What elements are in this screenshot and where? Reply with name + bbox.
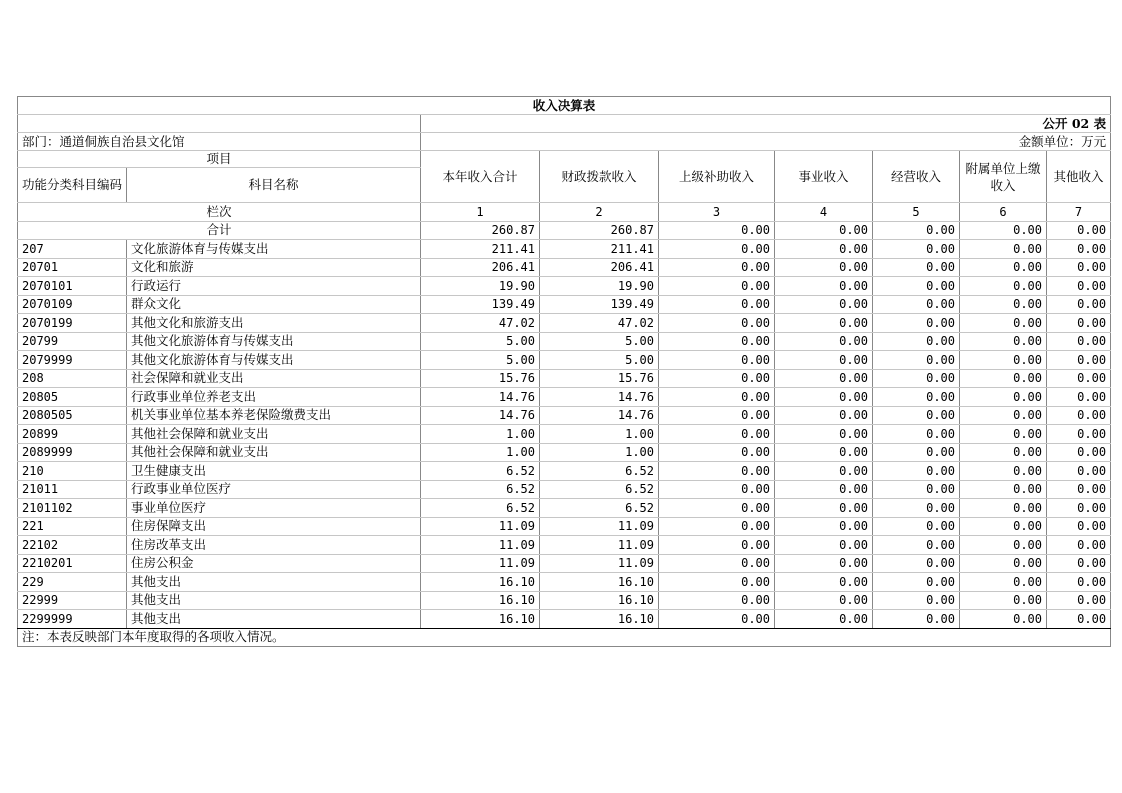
row-value: 0.00 [1047, 369, 1111, 388]
row-code: 20701 [18, 258, 127, 277]
row-code: 22102 [18, 536, 127, 555]
row-value: 206.41 [421, 258, 540, 277]
table-row [18, 554, 1111, 573]
table-row [18, 295, 1111, 314]
row-value: 0.00 [1047, 406, 1111, 425]
total-value: 0.00 [873, 221, 960, 240]
row-value: 0.00 [873, 554, 960, 573]
row-value: 0.00 [775, 258, 873, 277]
table-title: 收入决算表 [18, 97, 1111, 115]
row-name: 机关事业单位基本养老保险缴费支出 [127, 406, 421, 425]
table-note: 注：本表反映部门本年度取得的各项收入情况。 [18, 628, 1111, 646]
income-statement-sheet [17, 96, 1106, 647]
header-item: 项目 [18, 151, 421, 168]
row-value: 0.00 [1047, 425, 1111, 444]
total-value: 0.00 [1047, 221, 1111, 240]
column-index: 4 [775, 203, 873, 222]
row-value: 0.00 [1047, 499, 1111, 518]
row-value: 0.00 [775, 314, 873, 333]
row-value: 0.00 [873, 295, 960, 314]
row-value: 0.00 [873, 314, 960, 333]
table-row [18, 369, 1111, 388]
row-code: 2070199 [18, 314, 127, 333]
row-code: 207 [18, 240, 127, 259]
row-code: 20805 [18, 388, 127, 407]
row-value: 0.00 [775, 295, 873, 314]
header-col3: 上级补助收入 [659, 151, 775, 203]
table-row [18, 240, 1111, 259]
row-value: 11.09 [540, 536, 659, 555]
row-value: 14.76 [540, 388, 659, 407]
row-value: 0.00 [960, 425, 1047, 444]
row-value: 0.00 [960, 443, 1047, 462]
row-value: 5.00 [421, 351, 540, 370]
row-value: 11.09 [540, 517, 659, 536]
row-value: 0.00 [775, 388, 873, 407]
row-value: 0.00 [873, 332, 960, 351]
form-number: 公开 02 表 [421, 115, 1111, 133]
row-value: 1.00 [540, 443, 659, 462]
column-index: 2 [540, 203, 659, 222]
row-code: 229 [18, 573, 127, 592]
row-value: 139.49 [540, 295, 659, 314]
row-value: 0.00 [659, 388, 775, 407]
row-value: 0.00 [775, 480, 873, 499]
row-value: 0.00 [775, 443, 873, 462]
column-index: 1 [421, 203, 540, 222]
row-value: 0.00 [1047, 258, 1111, 277]
row-value: 0.00 [775, 573, 873, 592]
row-value: 0.00 [659, 314, 775, 333]
row-value: 0.00 [1047, 536, 1111, 555]
row-value: 47.02 [540, 314, 659, 333]
row-value: 0.00 [659, 258, 775, 277]
row-value: 0.00 [960, 406, 1047, 425]
column-index-label: 栏次 [18, 203, 421, 222]
row-value: 6.52 [540, 499, 659, 518]
row-value: 0.00 [960, 517, 1047, 536]
table-row [18, 351, 1111, 370]
row-value: 0.00 [1047, 610, 1111, 629]
department-label: 部门：通道侗族自治县文化馆 [18, 133, 421, 151]
row-value: 211.41 [421, 240, 540, 259]
row-code: 20799 [18, 332, 127, 351]
header-col2: 财政拨款收入 [540, 151, 659, 203]
row-value: 0.00 [960, 591, 1047, 610]
row-value: 16.10 [421, 573, 540, 592]
row-value: 0.00 [1047, 240, 1111, 259]
column-index: 5 [873, 203, 960, 222]
row-value: 16.10 [540, 573, 659, 592]
row-value: 0.00 [659, 351, 775, 370]
row-value: 6.52 [540, 480, 659, 499]
row-name: 行政事业单位养老支出 [127, 388, 421, 407]
row-value: 0.00 [775, 554, 873, 573]
row-value: 0.00 [873, 591, 960, 610]
row-value: 0.00 [960, 499, 1047, 518]
row-value: 47.02 [421, 314, 540, 333]
row-name: 其他支出 [127, 573, 421, 592]
row-value: 16.10 [421, 591, 540, 610]
table-row [18, 314, 1111, 333]
row-value: 0.00 [1047, 554, 1111, 573]
row-value: 0.00 [960, 369, 1047, 388]
header-name: 科目名称 [127, 168, 421, 203]
row-value: 11.09 [421, 554, 540, 573]
row-name: 文化和旅游 [127, 258, 421, 277]
table-row [18, 610, 1111, 629]
column-index: 7 [1047, 203, 1111, 222]
row-value: 0.00 [1047, 332, 1111, 351]
table-row [18, 536, 1111, 555]
row-value: 1.00 [540, 425, 659, 444]
header-col6: 附属单位上缴收入 [960, 151, 1047, 203]
row-value: 0.00 [873, 536, 960, 555]
header-col7: 其他收入 [1047, 151, 1111, 203]
row-value: 0.00 [960, 536, 1047, 555]
row-name: 卫生健康支出 [127, 462, 421, 481]
row-value: 0.00 [659, 610, 775, 629]
column-index: 3 [659, 203, 775, 222]
row-value: 0.00 [960, 332, 1047, 351]
row-code: 221 [18, 517, 127, 536]
total-value: 0.00 [960, 221, 1047, 240]
row-name: 行政事业单位医疗 [127, 480, 421, 499]
total-value: 260.87 [421, 221, 540, 240]
row-value: 0.00 [873, 443, 960, 462]
row-value: 0.00 [775, 240, 873, 259]
row-value: 0.00 [659, 240, 775, 259]
row-value: 0.00 [873, 610, 960, 629]
row-value: 0.00 [659, 591, 775, 610]
row-value: 0.00 [873, 480, 960, 499]
row-value: 0.00 [1047, 591, 1111, 610]
row-value: 0.00 [873, 388, 960, 407]
row-value: 14.76 [421, 406, 540, 425]
row-value: 211.41 [540, 240, 659, 259]
row-value: 0.00 [960, 351, 1047, 370]
row-name: 文化旅游体育与传媒支出 [127, 240, 421, 259]
row-value: 11.09 [540, 554, 659, 573]
row-name: 社会保障和就业支出 [127, 369, 421, 388]
row-value: 0.00 [960, 573, 1047, 592]
row-value: 11.09 [421, 517, 540, 536]
row-value: 1.00 [421, 425, 540, 444]
table-row [18, 462, 1111, 481]
row-value: 5.00 [540, 332, 659, 351]
row-value: 11.09 [421, 536, 540, 555]
row-value: 0.00 [1047, 517, 1111, 536]
row-code: 2089999 [18, 443, 127, 462]
row-value: 0.00 [659, 406, 775, 425]
row-value: 0.00 [960, 277, 1047, 296]
row-value: 0.00 [960, 610, 1047, 629]
row-value: 0.00 [960, 240, 1047, 259]
row-code: 2210201 [18, 554, 127, 573]
column-index: 6 [960, 203, 1047, 222]
header-col4: 事业收入 [775, 151, 873, 203]
row-value: 15.76 [421, 369, 540, 388]
row-code: 210 [18, 462, 127, 481]
row-name: 其他文化旅游体育与传媒支出 [127, 351, 421, 370]
row-value: 0.00 [960, 462, 1047, 481]
table-row [18, 517, 1111, 536]
row-value: 0.00 [775, 351, 873, 370]
row-name: 其他支出 [127, 610, 421, 629]
row-value: 0.00 [775, 277, 873, 296]
row-value: 0.00 [873, 258, 960, 277]
table-row [18, 425, 1111, 444]
row-value: 6.52 [540, 462, 659, 481]
row-name: 住房保障支出 [127, 517, 421, 536]
row-name: 事业单位医疗 [127, 499, 421, 518]
row-value: 0.00 [659, 295, 775, 314]
row-value: 0.00 [1047, 462, 1111, 481]
row-value: 139.49 [421, 295, 540, 314]
unit-label: 金额单位：万元 [421, 133, 1111, 151]
table-row [18, 499, 1111, 518]
row-value: 0.00 [659, 425, 775, 444]
column-index-row [18, 203, 1111, 222]
income-table [17, 96, 1111, 647]
row-name: 住房公积金 [127, 554, 421, 573]
row-value: 0.00 [659, 554, 775, 573]
row-value: 0.00 [960, 480, 1047, 499]
row-value: 0.00 [659, 332, 775, 351]
table-row [18, 332, 1111, 351]
row-name: 其他支出 [127, 591, 421, 610]
row-value: 14.76 [421, 388, 540, 407]
row-value: 16.10 [540, 610, 659, 629]
row-name: 群众文化 [127, 295, 421, 314]
row-value: 0.00 [960, 388, 1047, 407]
row-value: 0.00 [960, 258, 1047, 277]
row-value: 0.00 [1047, 351, 1111, 370]
row-value: 0.00 [659, 573, 775, 592]
row-value: 0.00 [873, 517, 960, 536]
row-value: 0.00 [775, 536, 873, 555]
row-value: 16.10 [540, 591, 659, 610]
row-code: 20899 [18, 425, 127, 444]
row-value: 0.00 [775, 610, 873, 629]
row-value: 0.00 [873, 240, 960, 259]
row-value: 0.00 [873, 499, 960, 518]
row-value: 0.00 [873, 369, 960, 388]
row-value: 0.00 [873, 425, 960, 444]
table-row [18, 591, 1111, 610]
row-value: 0.00 [1047, 480, 1111, 499]
table-row [18, 388, 1111, 407]
row-value: 0.00 [659, 536, 775, 555]
row-value: 0.00 [659, 443, 775, 462]
row-code: 2070101 [18, 277, 127, 296]
row-value: 1.00 [421, 443, 540, 462]
row-value: 0.00 [1047, 277, 1111, 296]
row-value: 0.00 [775, 332, 873, 351]
row-value: 0.00 [659, 480, 775, 499]
row-code: 22999 [18, 591, 127, 610]
form-row-left [18, 115, 421, 133]
row-value: 0.00 [775, 591, 873, 610]
table-row [18, 573, 1111, 592]
row-name: 其他社会保障和就业支出 [127, 425, 421, 444]
table-row [18, 277, 1111, 296]
row-code: 208 [18, 369, 127, 388]
row-value: 0.00 [1047, 573, 1111, 592]
row-value: 0.00 [659, 517, 775, 536]
row-value: 0.00 [775, 425, 873, 444]
row-name: 其他社会保障和就业支出 [127, 443, 421, 462]
row-code: 2070109 [18, 295, 127, 314]
header-col5: 经营收入 [873, 151, 960, 203]
row-value: 0.00 [873, 406, 960, 425]
row-name: 行政运行 [127, 277, 421, 296]
row-code: 2079999 [18, 351, 127, 370]
row-value: 0.00 [775, 499, 873, 518]
row-value: 0.00 [775, 406, 873, 425]
row-value: 0.00 [659, 369, 775, 388]
row-value: 0.00 [775, 369, 873, 388]
row-value: 0.00 [659, 277, 775, 296]
row-value: 0.00 [873, 573, 960, 592]
header-col1: 本年收入合计 [421, 151, 540, 203]
table-row [18, 258, 1111, 277]
row-value: 19.90 [421, 277, 540, 296]
row-value: 6.52 [421, 499, 540, 518]
row-value: 0.00 [659, 499, 775, 518]
total-label: 合计 [18, 221, 421, 240]
row-code: 2101102 [18, 499, 127, 518]
row-value: 5.00 [540, 351, 659, 370]
row-value: 14.76 [540, 406, 659, 425]
row-value: 0.00 [960, 554, 1047, 573]
row-value: 0.00 [960, 295, 1047, 314]
row-name: 其他文化和旅游支出 [127, 314, 421, 333]
total-value: 0.00 [659, 221, 775, 240]
row-value: 0.00 [775, 517, 873, 536]
header-code: 功能分类科目编码 [18, 168, 127, 203]
row-value: 206.41 [540, 258, 659, 277]
row-value: 0.00 [960, 314, 1047, 333]
row-code: 2080505 [18, 406, 127, 425]
row-value: 19.90 [540, 277, 659, 296]
table-row [18, 406, 1111, 425]
row-code: 21011 [18, 480, 127, 499]
row-name: 其他文化旅游体育与传媒支出 [127, 332, 421, 351]
row-value: 0.00 [873, 462, 960, 481]
table-row [18, 443, 1111, 462]
total-row [18, 221, 1111, 240]
table-row [18, 480, 1111, 499]
row-value: 15.76 [540, 369, 659, 388]
row-name: 住房改革支出 [127, 536, 421, 555]
row-value: 6.52 [421, 480, 540, 499]
row-value: 0.00 [659, 462, 775, 481]
row-value: 6.52 [421, 462, 540, 481]
row-value: 0.00 [1047, 443, 1111, 462]
row-value: 0.00 [1047, 314, 1111, 333]
row-value: 0.00 [775, 462, 873, 481]
row-value: 16.10 [421, 610, 540, 629]
row-value: 0.00 [873, 351, 960, 370]
total-value: 260.87 [540, 221, 659, 240]
total-value: 0.00 [775, 221, 873, 240]
row-value: 0.00 [1047, 388, 1111, 407]
row-value: 0.00 [873, 277, 960, 296]
row-code: 2299999 [18, 610, 127, 629]
row-value: 0.00 [1047, 295, 1111, 314]
row-value: 5.00 [421, 332, 540, 351]
